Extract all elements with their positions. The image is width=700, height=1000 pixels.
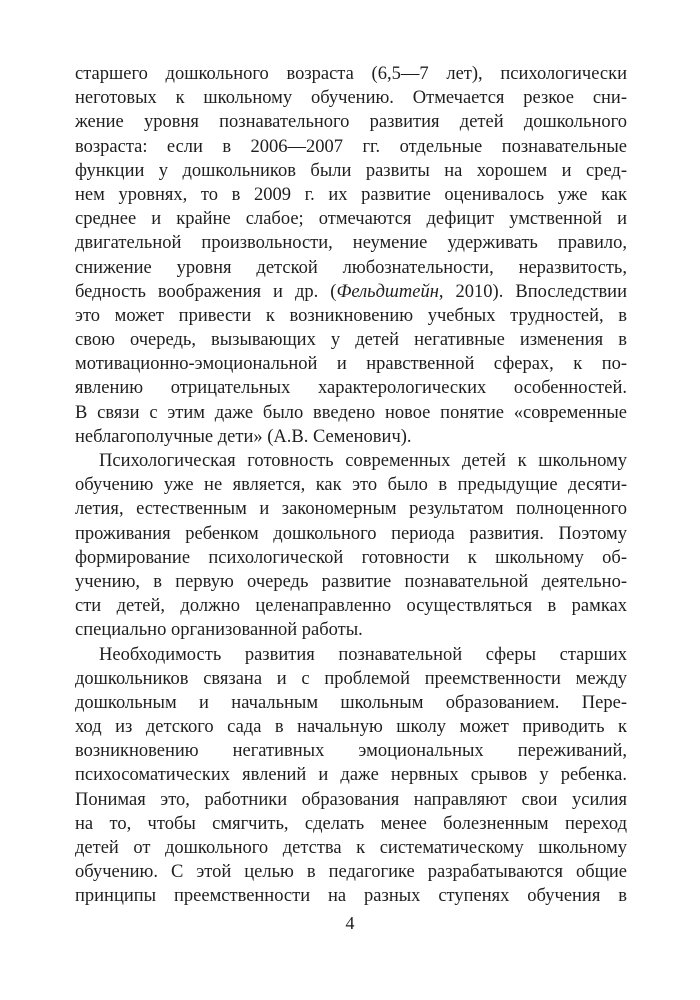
- text-line: свою очередь, вызывающих у детей негативные изменения в: [75, 330, 627, 351]
- text-line: летия, естественным и закономерным результатом полноценного: [75, 499, 627, 520]
- text-line: неготовых к школьному обучению. Отмечается резкое сни-: [75, 88, 627, 109]
- text-line: это может привести к возникновению учебных трудностей, в: [75, 305, 627, 326]
- cited-author: Фельдштейн: [336, 281, 439, 302]
- text-line: проживания ребенком дошкольного периода развития. Поэтому: [75, 523, 627, 544]
- paragraph: [75, 62, 627, 449]
- text-line: возраста: если в 2006—2007 гг. отдельные познавательные: [75, 136, 627, 157]
- text-line: В связи с этим даже было введено новое понятие «современные: [75, 402, 627, 423]
- text-line: нем уровнях, то в 2009 г. их развитие оценивалось уже как: [75, 184, 627, 205]
- text-line: Психологическая готовность современных детей к школьному: [99, 451, 627, 471]
- text-line: мотивационно-эмоциональной и нравственной сферах, к по-: [75, 354, 627, 375]
- text-line: явлению отрицательных характерологических особенностей.: [75, 378, 627, 399]
- text-line: среднее и крайне слабое; отмечаются дефицит умственной и: [75, 209, 627, 230]
- text-line: детей от дошкольного детства к систематическому школьному: [75, 838, 627, 858]
- text-line: формирование психологической готовности к школьному об-: [75, 547, 627, 568]
- paragraph: [75, 643, 627, 909]
- text-line: обучению. С этой целью в педагогике разрабатываются общие: [75, 862, 627, 883]
- text-line: возникновению негативных эмоциональных переживаний,: [75, 741, 627, 762]
- text-line: функции у дошкольников были развиты на хорошем и сред-: [75, 160, 627, 181]
- text-line: специально организованной работы.: [75, 620, 363, 641]
- text-line: дошкольников связана и с проблемой преемственности между: [75, 668, 627, 689]
- text-line: Необходимость развития познавательной сферы старших: [99, 644, 627, 665]
- text-line: принципы преемственности на разных ступенях обучения в: [75, 886, 627, 907]
- text-line: двигательной произвольности, неумение удерживать правило,: [75, 233, 627, 254]
- text-line: учению, в первую очередь развитие познавательной деятельно-: [75, 571, 627, 592]
- text-line: бедность воображения и др. (Фельдштейн, 2010). Впоследствии: [75, 281, 627, 302]
- text-line: Понимая это, работники образования направляют свои усилия: [75, 789, 627, 810]
- text-line: снижение уровня детской любознательности, неразвитость,: [75, 257, 627, 278]
- text-line: на то, чтобы смягчить, сделать менее болезненным переход: [75, 813, 627, 834]
- paragraph: [75, 449, 627, 643]
- text-line: жение уровня познавательного развития детей дошкольного: [75, 112, 627, 133]
- page-body: [75, 62, 627, 909]
- text-line: психосоматических явлений и даже нервных срывов у ребенка.: [75, 765, 627, 786]
- text-line: неблагополучные дети» (А.В. Семенович).: [75, 426, 412, 447]
- text-line: старшего дошкольного возраста (6,5—7 лет), психологически: [75, 64, 627, 84]
- text-line: сти детей, должно целенаправленно осуществляться в рамках: [75, 596, 627, 617]
- text-line: дошкольным и начальным школьным образованием. Пере-: [75, 692, 627, 713]
- text-line: ход из детского сада в начальную школу может приводить к: [75, 717, 627, 738]
- page-number: 4: [345, 913, 355, 933]
- text-line: обучению уже не является, как это было в предыдущие десяти-: [75, 475, 627, 496]
